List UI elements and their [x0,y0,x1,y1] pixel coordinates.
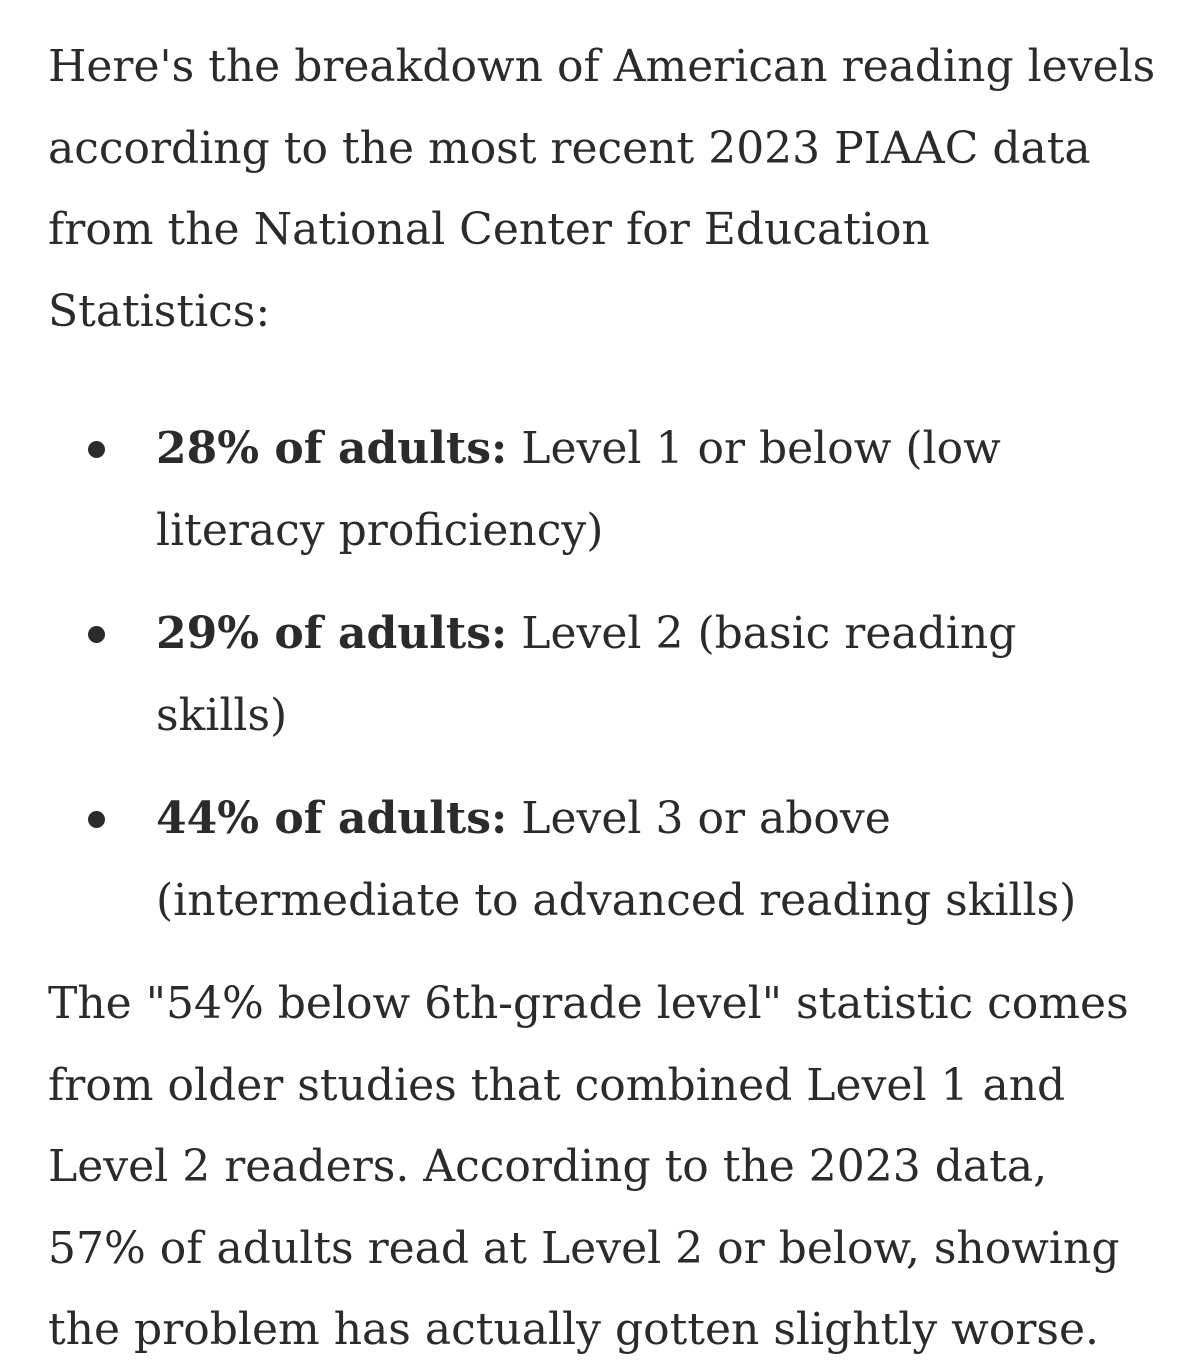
list-item-text: Level 2 (basic reading skills) [156,608,1017,741]
list-item-label: 29% of adults: [156,608,508,659]
list-item-label: 28% of adults: [156,423,508,474]
list-item [156,593,1158,756]
list-item [156,778,1158,941]
list-item-text: Level 1 or below (low literacy proficiency) [156,423,1001,556]
list-item-label: 44% of adults: [156,793,508,844]
intro-paragraph: Here's the breakdown of American reading levels according to the most recent 2023 PIAAC data from the National Center for Education Statistics: [48,41,1156,337]
reading-levels-list [48,408,1158,941]
message-body [48,26,1158,1371]
list-item-text: Level 3 or above (intermediate to advanced reading skills) [156,793,1077,926]
list-item [156,408,1158,571]
conclusion-paragraph: The "54% below 6th-grade level" statistic comes from older studies that combined Level 1 and Level 2 readers. According to the 2023 data, 57% of adults read at Level 2 or below, showing the problem has actually gotten slightly worse. [48,978,1129,1355]
